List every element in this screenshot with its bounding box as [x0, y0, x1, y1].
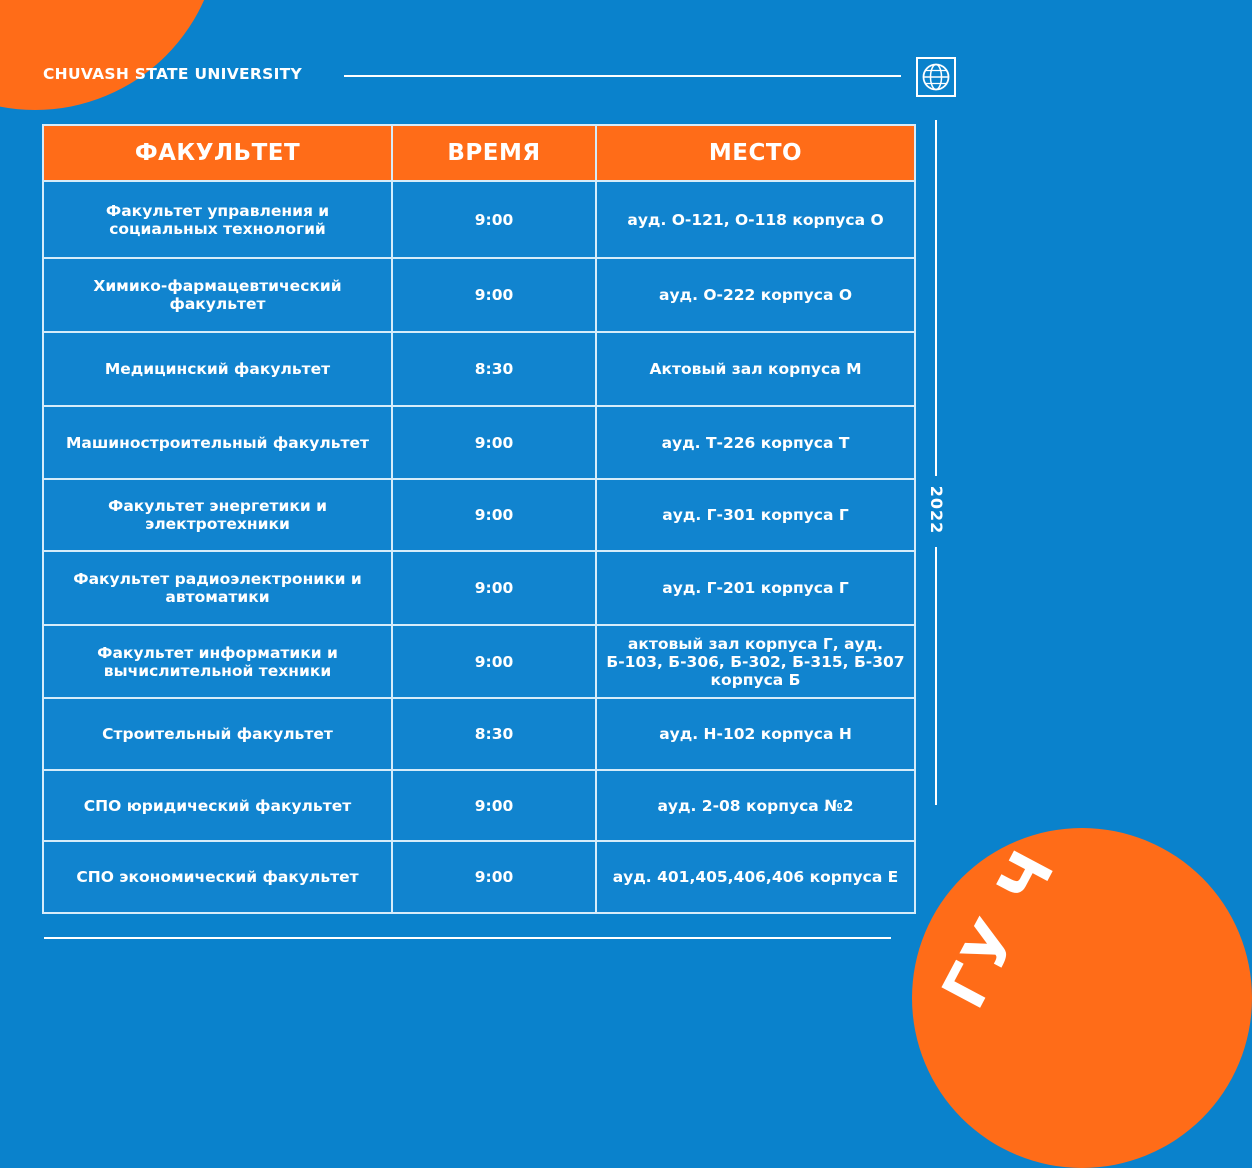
faculty-cell: Факультет управления и социальных технологий — [43, 181, 392, 258]
time-cell: 9:00 — [392, 551, 596, 625]
time-cell: 9:00 — [392, 181, 596, 258]
place-cell: ауд. Г-301 корпуса Г — [596, 479, 915, 551]
side-divider-upper — [935, 120, 937, 476]
time-cell: 9:00 — [392, 406, 596, 479]
faculty-cell: Факультет энергетики и электротехники — [43, 479, 392, 551]
place-cell: Актовый зал корпуса М — [596, 332, 915, 406]
table-header-row — [43, 125, 915, 181]
place-cell: ауд. О-121, О-118 корпуса О — [596, 181, 915, 258]
decorative-text: ГУ Ч — [928, 836, 1071, 1020]
faculty-cell: Медицинский факультет — [43, 332, 392, 406]
faculty-cell: Машиностроительный факультет — [43, 406, 392, 479]
faculty-cell: СПО экономический факультет — [43, 841, 392, 913]
place-cell: ауд. О-222 корпуса О — [596, 258, 915, 332]
table-row — [43, 770, 915, 841]
globe-icon — [921, 62, 951, 92]
table-row — [43, 698, 915, 770]
place-cell: ауд. Г-201 корпуса Г — [596, 551, 915, 625]
faculty-cell: Факультет радиоэлектроники и автоматики — [43, 551, 392, 625]
place-cell: актовый зал корпуса Г, ауд. Б-103, Б-306, Б-302, Б-315, Б-307 корпуса Б — [596, 625, 915, 698]
time-cell: 9:00 — [392, 625, 596, 698]
time-cell: 9:00 — [392, 770, 596, 841]
time-cell: 9:00 — [392, 479, 596, 551]
orange-circle-decoration-top-left — [0, 0, 220, 110]
table-row — [43, 841, 915, 913]
logo — [916, 57, 956, 97]
faculty-cell: СПО юридический факультет — [43, 770, 392, 841]
table-row — [43, 551, 915, 625]
time-cell: 9:00 — [392, 258, 596, 332]
place-cell: ауд. 2-08 корпуса №2 — [596, 770, 915, 841]
time-cell: 9:00 — [392, 841, 596, 913]
column-header-faculty: ФАКУЛЬТЕТ — [43, 125, 392, 181]
university-title: CHUVASH STATE UNIVERSITY — [43, 65, 303, 83]
year-label: 2022 — [927, 485, 946, 535]
place-cell: ауд. Т-226 корпуса Т — [596, 406, 915, 479]
place-cell: ауд. 401,405,406,406 корпуса Е — [596, 841, 915, 913]
faculty-cell: Строительный факультет — [43, 698, 392, 770]
side-divider-lower — [935, 547, 937, 805]
header-divider — [344, 75, 901, 77]
table-row — [43, 406, 915, 479]
time-cell: 8:30 — [392, 698, 596, 770]
orange-circle-decoration-bottom-right — [912, 828, 1252, 1168]
column-header-time: ВРЕМЯ — [392, 125, 596, 181]
table-row — [43, 181, 915, 258]
table-row — [43, 258, 915, 332]
footer-divider — [44, 937, 891, 939]
column-header-place: МЕСТО — [596, 125, 915, 181]
place-cell: ауд. Н-102 корпуса Н — [596, 698, 915, 770]
schedule-table — [42, 124, 916, 914]
faculty-cell: Факультет информатики и вычислительной техники — [43, 625, 392, 698]
table-row — [43, 625, 915, 698]
table-row — [43, 332, 915, 406]
table-row — [43, 479, 915, 551]
time-cell: 8:30 — [392, 332, 596, 406]
faculty-cell: Химико-фармацевтический факультет — [43, 258, 392, 332]
